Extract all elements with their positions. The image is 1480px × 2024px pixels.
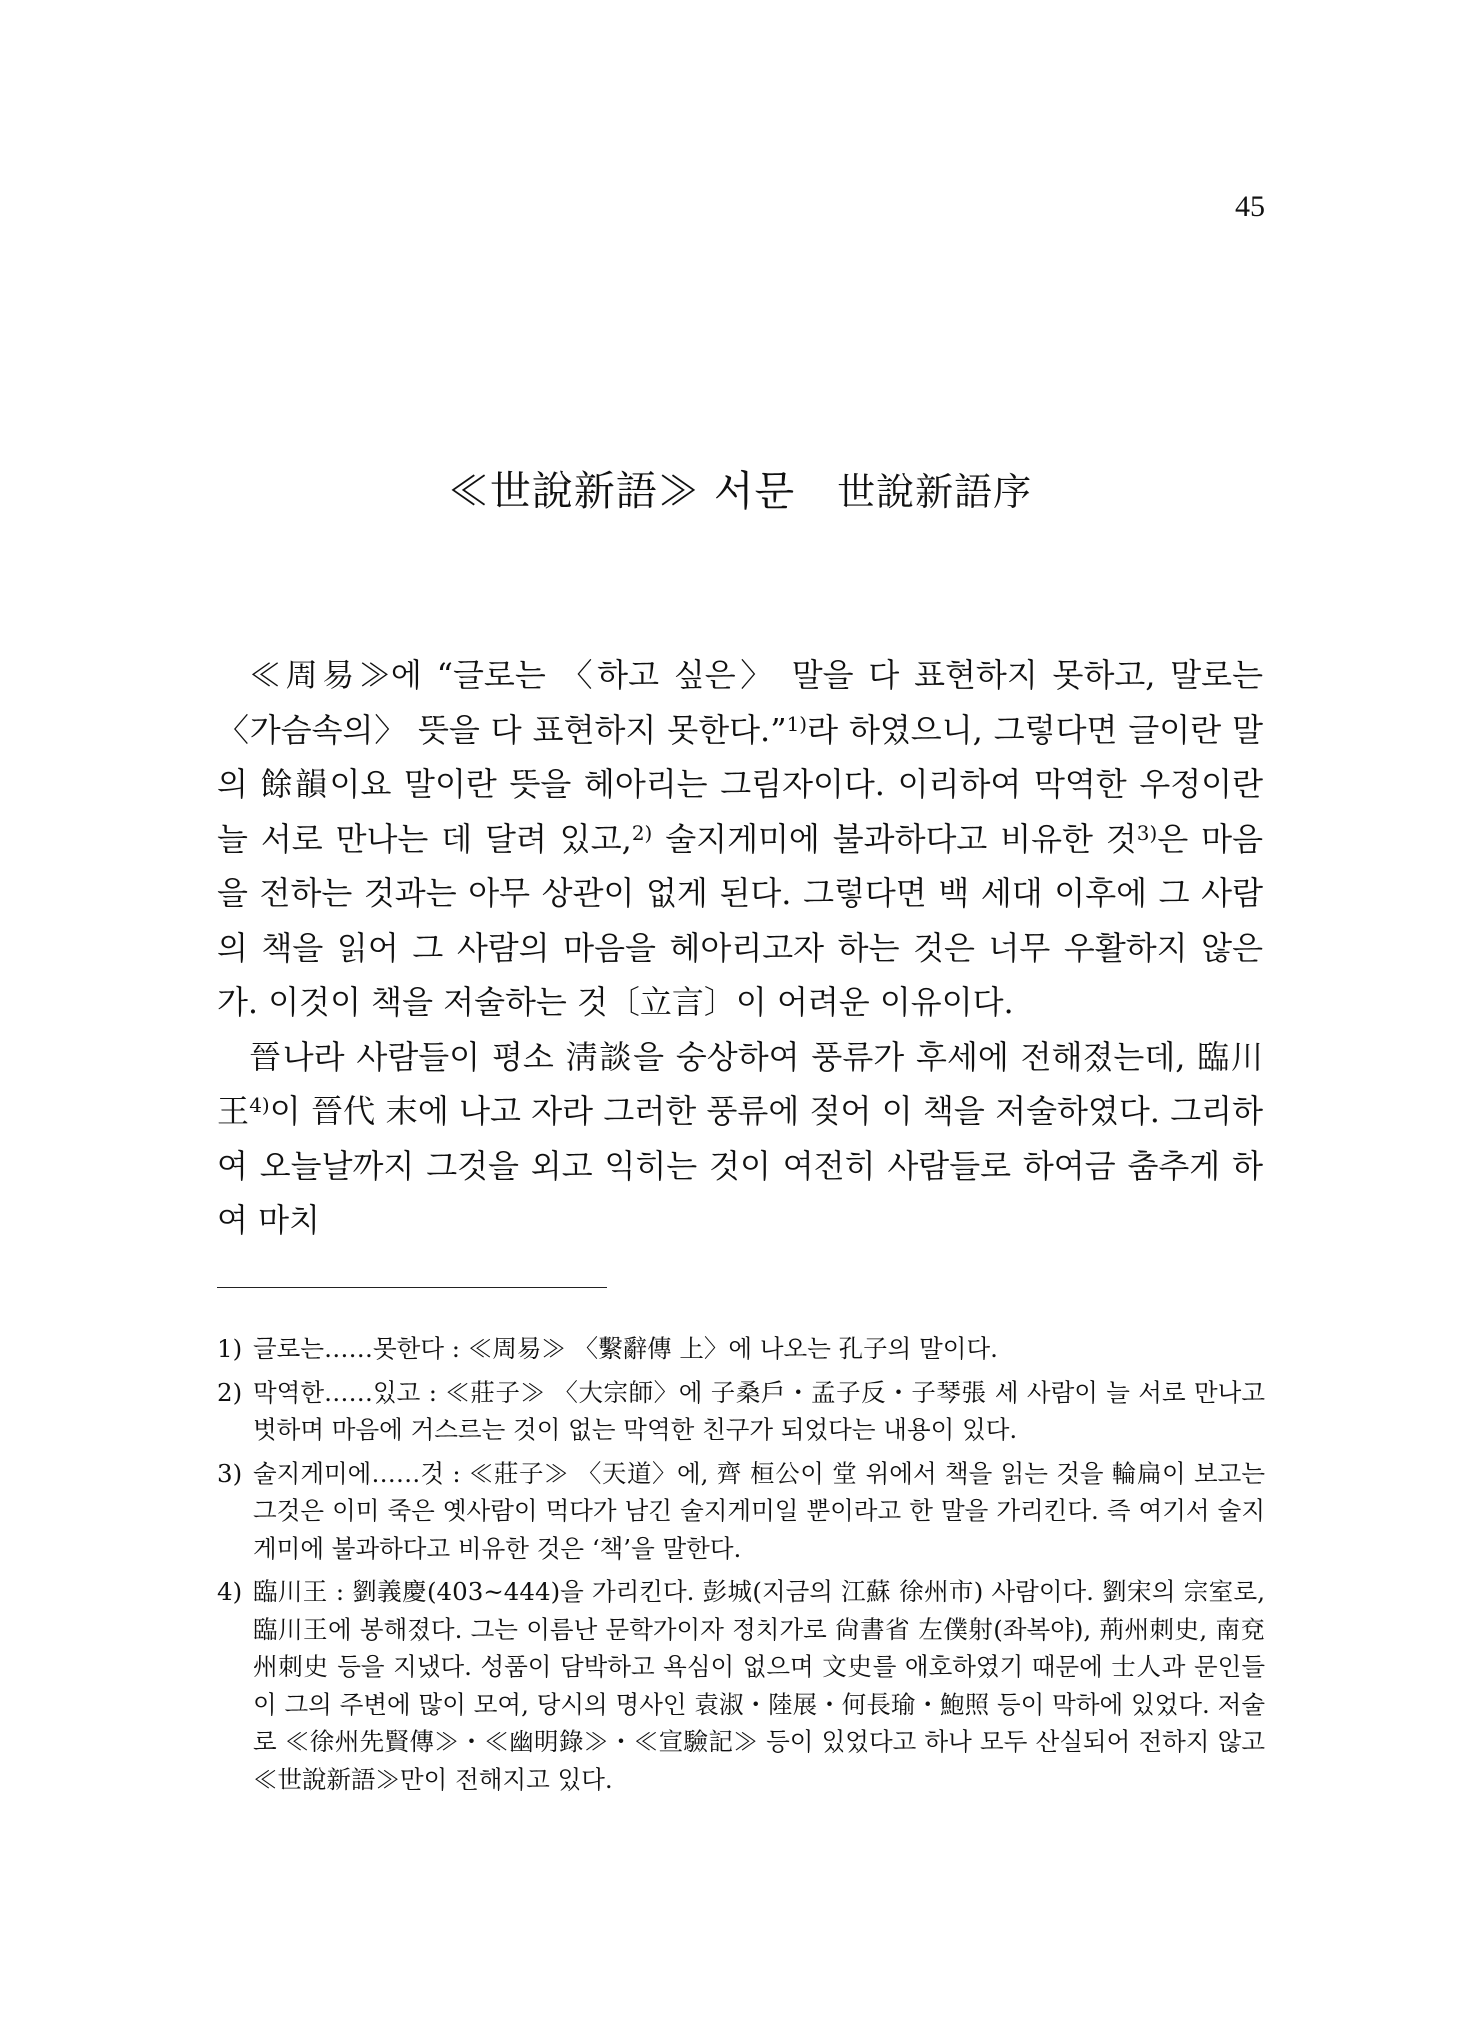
footnote-number: 2) — [217, 1377, 243, 1407]
paragraph-1-text-c: 술지게미에 불과하다고 비유한 것 — [652, 819, 1137, 858]
chapter-title-main: ≪世說新語≫ 서문 — [447, 467, 796, 515]
paragraph-1-text-d: 은 마음을 전하는 것과는 아무 상관이 없게 된다. 그렇다면 백 세대 이후에 그 사람의 책을 읽어 그 사람의 마음을 헤아리고자 하는 것은 너무 우활하지 않은가. 이것이 책을 저술하는 것〔立言〕이 어려운 이유이다. — [217, 819, 1263, 1021]
chapter-title — [0, 458, 1480, 517]
footnote-divider — [217, 1287, 607, 1288]
paragraph-2-text-a: 晉나라 사람들이 평소 淸談을 숭상하여 풍류가 후세에 전해졌는데, 臨川王 — [217, 1037, 1263, 1130]
footnote-number: 4) — [217, 1577, 243, 1606]
footnote-ref-4: 4) — [249, 1093, 270, 1117]
paragraph-1 — [217, 648, 1263, 1030]
footnote-4 — [217, 1573, 1265, 1798]
footnote-ref-3: 3) — [1136, 820, 1158, 845]
footnote-text: 술지게미에……것 : ≪莊子≫ 〈天道〉에, 齊 桓公이 堂 위에서 책을 읽는 것을 輪扁이 보고는 그것은 이미 죽은 옛사람이 먹다가 남긴 술지게미일 뿐이라고 한 말을 가리킨다. 즉 여기서 술지게미에 불과하다고 비유한 것은 ‘책’을 말한다. — [253, 1458, 1265, 1563]
page-number: 45 — [1235, 190, 1265, 223]
paragraph-2 — [217, 1030, 1263, 1248]
footnote-3 — [217, 1455, 1265, 1568]
paragraph-1-text-a: ≪周易≫에 “글로는 〈하고 싶은〉 말을 다 표현하지 못하고, 말로는 〈가슴속의〉 뜻을 다 표현하지 못한다.” — [217, 656, 1263, 749]
footnote-number: 1) — [217, 1334, 243, 1363]
footnote-text: 臨川王 : 劉義慶(403~444)을 가리킨다. 彭城(지금의 江蘇 徐州市) 사람이다. 劉宋의 宗室로, 臨川王에 봉해졌다. 그는 이름난 문학가이자 정치가로 尙書省 左僕射(좌복야), 荊州刺史, 南兗州刺史 등을 지냈다. 성품이 담박하고 욕심이 없으며 文史를 애호하였기 때문에 士人과 문인들이 그의 주변에 많이 모여, 당시의 명사인 袁淑・陸展・何長瑜・鮑照 등이 막하에 있었다. 저술로 ≪徐州先賢傳≫・≪幽明錄≫・≪宣驗記≫ 등이 있었다고 하나 모두 산실되어 전하지 않고 ≪世說新語≫만이 전해지고 있다. — [253, 1577, 1265, 1794]
footnote-ref-1: 1) — [786, 711, 808, 736]
footnote-list — [217, 1330, 1265, 1804]
footnote-2 — [217, 1374, 1265, 1449]
paragraph-2-text-b: 이 晉代 末에 나고 자라 그러한 풍류에 젖어 이 책을 저술하였다. 그리하여 오늘날까지 그것을 외고 익히는 것이 여전히 사람들로 하여금 춤추게 하여 마치 — [217, 1092, 1263, 1239]
footnote-number: 3) — [217, 1458, 243, 1488]
paragraph-1-text-b: 라 하였으니, 그렇다면 글이란 말의 餘韻이요 말이란 뜻을 헤아리는 그림자이다. 이리하여 막역한 우정이란 늘 서로 만나는 데 달려 있고, — [217, 710, 1263, 858]
footnote-text: 글로는……못한다 : ≪周易≫ 〈繫辭傳 上〉에 나오는 孔子의 말이다. — [253, 1334, 998, 1363]
footnote-ref-2: 2) — [631, 820, 653, 845]
footnote-text: 막역한……있고 : ≪莊子≫ 〈大宗師〉에 子桑戶・孟子反・子琴張 세 사람이 늘 서로 만나고 벗하며 마음에 거스르는 것이 없는 막역한 친구가 되었다는 내용이 있다. — [253, 1377, 1265, 1444]
main-text — [217, 648, 1263, 1248]
chapter-title-chinese: 世說新語序 — [837, 470, 1033, 514]
footnote-1 — [217, 1330, 1265, 1368]
